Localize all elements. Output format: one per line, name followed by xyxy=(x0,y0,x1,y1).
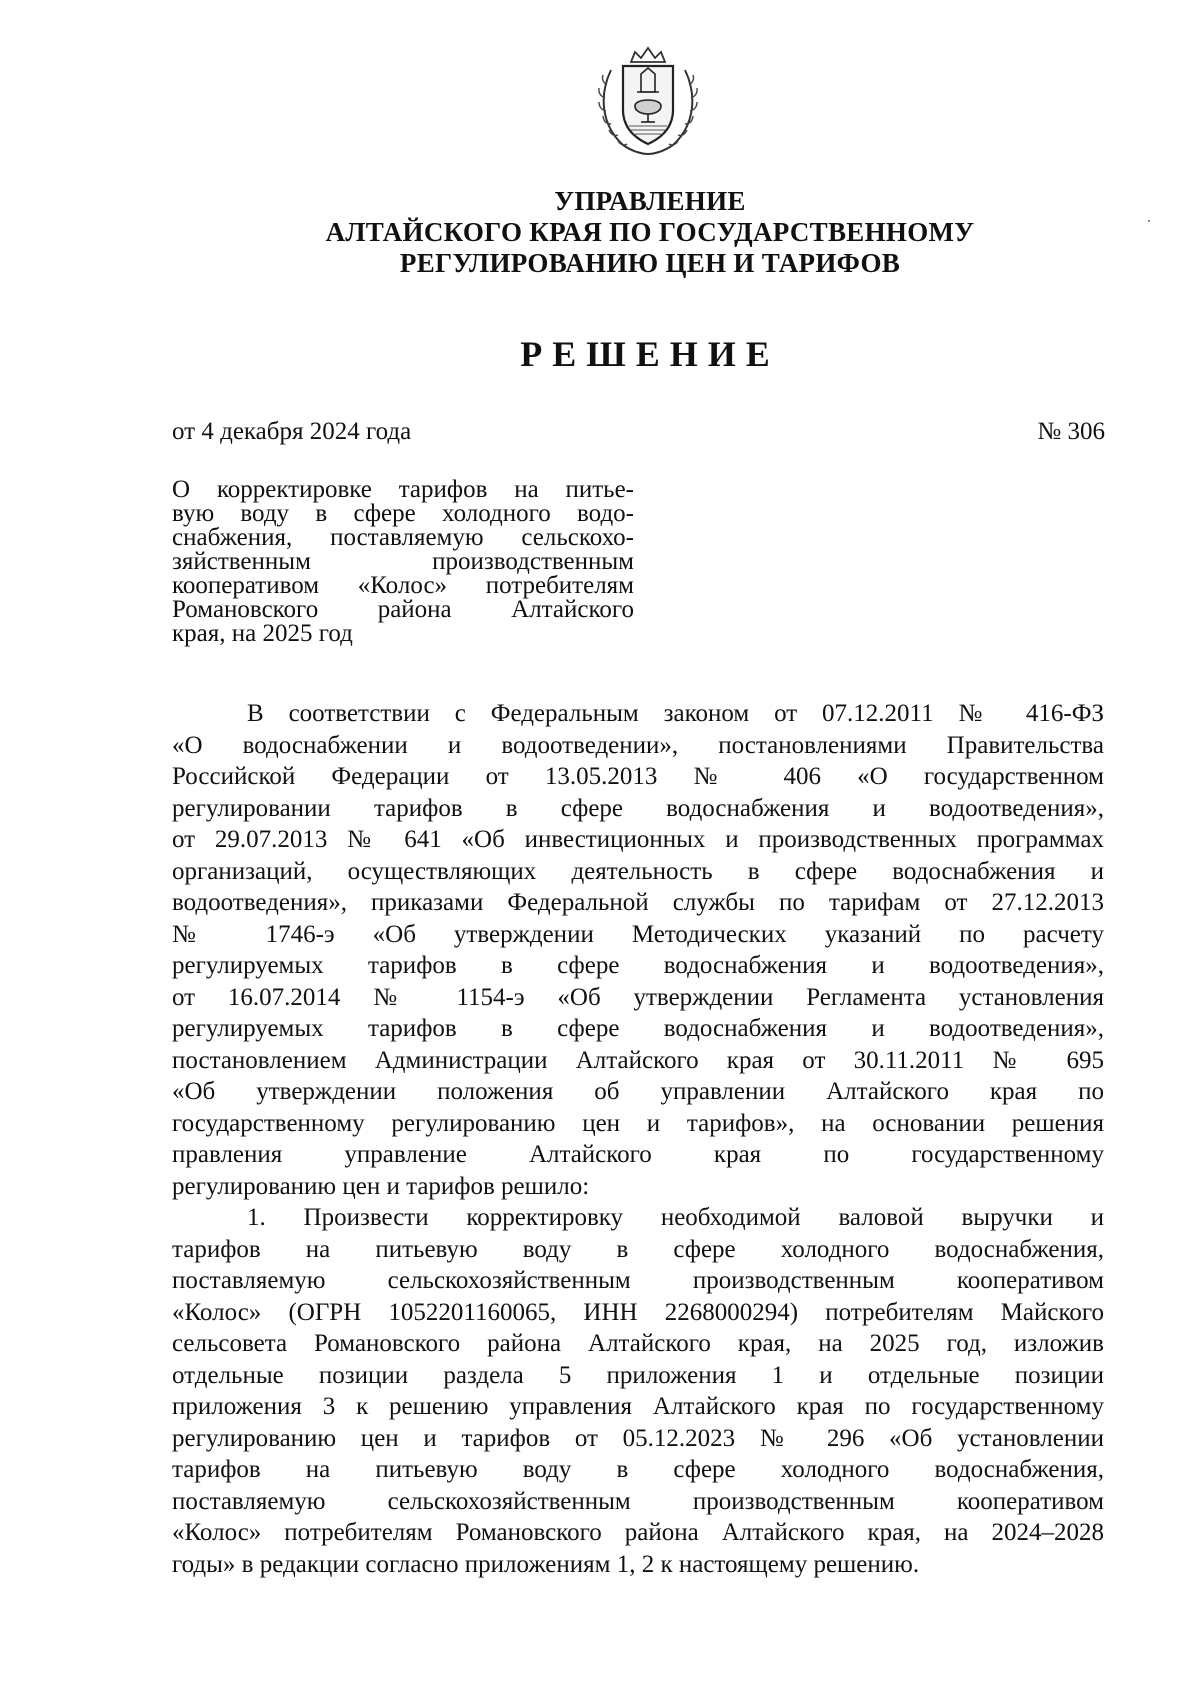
subject-line: кооперативом «Колос» потребителям xyxy=(172,572,634,599)
item-1-line: годы» в редакции согласно приложениям 1, 2 к настоящему решению. xyxy=(172,1550,920,1578)
subject-line: вую воду в сфере холодного водо- xyxy=(172,500,634,527)
item-1-line: «Колос» (ОГРН 1052201160065, ИНН 2268000294) потребителям Майского xyxy=(172,1298,1104,1326)
issuing-authority xyxy=(200,186,1100,279)
preamble-line: «О водоснабжении и водоотведении», постановлениями Правительства xyxy=(172,731,1104,759)
subject-line: края, на 2025 год xyxy=(172,620,353,647)
item-1-line: поставляемую сельскохозяйственным производственным кооперативом xyxy=(172,1487,1104,1515)
decision-number: № 306 xyxy=(1037,418,1105,445)
preamble-line: регулируемых тарифов в сфере водоснабжения и водоотведения», xyxy=(172,1015,1104,1042)
preamble-line: правления управление Алтайского края по государственному xyxy=(172,1141,1104,1168)
item-1-line: тарифов на питьевую воду в сфере холодного водоснабжения, xyxy=(172,1456,1104,1483)
preamble-line: постановлением Администрации Алтайского края от 30.11.2011 № 695 xyxy=(172,1046,1104,1074)
preamble-line: регулировании тарифов в сфере водоснабжения и водоотведения», xyxy=(172,794,1104,822)
subject-line: О корректировке тарифов на питье- xyxy=(172,476,634,503)
preamble-line: № 1746-э «Об утверждении Методических указаний по расчету xyxy=(172,920,1104,948)
preamble-line: регулированию цен и тарифов решило: xyxy=(172,1172,590,1200)
item-1-line: поставляемую сельскохозяйственным производственным кооперативом xyxy=(172,1267,1104,1294)
subject-line: снабжения, поставляемую сельскохо- xyxy=(172,524,634,551)
scan-speck xyxy=(1148,220,1150,222)
preamble-line: от 29.07.2013 № 641 «Об инвестиционных и производственных программах xyxy=(172,826,1104,853)
authority-line-3: РЕГУЛИРОВАНИЮ ЦЕН И ТАРИФОВ xyxy=(399,248,901,278)
item-1-line: отдельные позиции раздела 5 приложения 1 и отдельные позиции xyxy=(172,1361,1104,1389)
preamble-line: водоотведения», приказами Федеральной службы по тарифам от 27.12.2013 xyxy=(172,889,1104,916)
preamble-line: государственному регулированию цен и тарифов», на основании решения xyxy=(172,1109,1104,1137)
authority-line-1: УПРАВЛЕНИЕ xyxy=(554,186,746,216)
item-1-line: тарифов на питьевую воду в сфере холодного водоснабжения, xyxy=(172,1235,1104,1263)
item-1-line: регулированию цен и тарифов от 05.12.2023 № 296 «Об установлении xyxy=(172,1424,1104,1452)
item-1-line: «Колос» потребителям Романовского района Алтайского края, на 2024–2028 xyxy=(172,1519,1104,1546)
preamble-line: В соответствии с Федеральным законом от 07.12.2011 № 416-ФЗ xyxy=(247,700,1104,727)
subject-line: зяйственным производственным xyxy=(172,548,634,575)
authority-line-2: АЛТАЙСКОГО КРАЯ ПО ГОСУДАРСТВЕННОМУ xyxy=(325,217,975,247)
preamble-line: регулируемых тарифов в сфере водоснабжения и водоотведения», xyxy=(172,952,1104,979)
preamble-line: организаций, осуществляющих деятельность в сфере водоснабжения и xyxy=(172,857,1104,885)
document-type-title: РЕШЕНИЕ xyxy=(520,334,780,374)
coat-of-arms-icon xyxy=(593,40,703,160)
item-1-line: приложения 3 к решению управления Алтайского края по государственному xyxy=(172,1393,1104,1420)
item-1-line: сельсовета Романовского района Алтайского края, на 2025 год, изложив xyxy=(172,1330,1104,1357)
preamble-line: от 16.07.2014 № 1154-э «Об утверждении Регламента установления xyxy=(172,983,1104,1011)
preamble-line: Российской Федерации от 13.05.2013 № 406 «О государственном xyxy=(172,763,1104,790)
decision-body xyxy=(172,698,1104,1580)
decision-date: от 4 декабря 2024 года xyxy=(172,418,412,445)
preamble-line: «Об утверждении положения об управлении Алтайского края по xyxy=(172,1078,1104,1105)
item-1-line: 1. Произвести корректировку необходимой валовой выручки и xyxy=(247,1204,1104,1231)
subject-line: Романовского района Алтайского xyxy=(172,596,634,623)
decision-subject xyxy=(172,478,634,646)
